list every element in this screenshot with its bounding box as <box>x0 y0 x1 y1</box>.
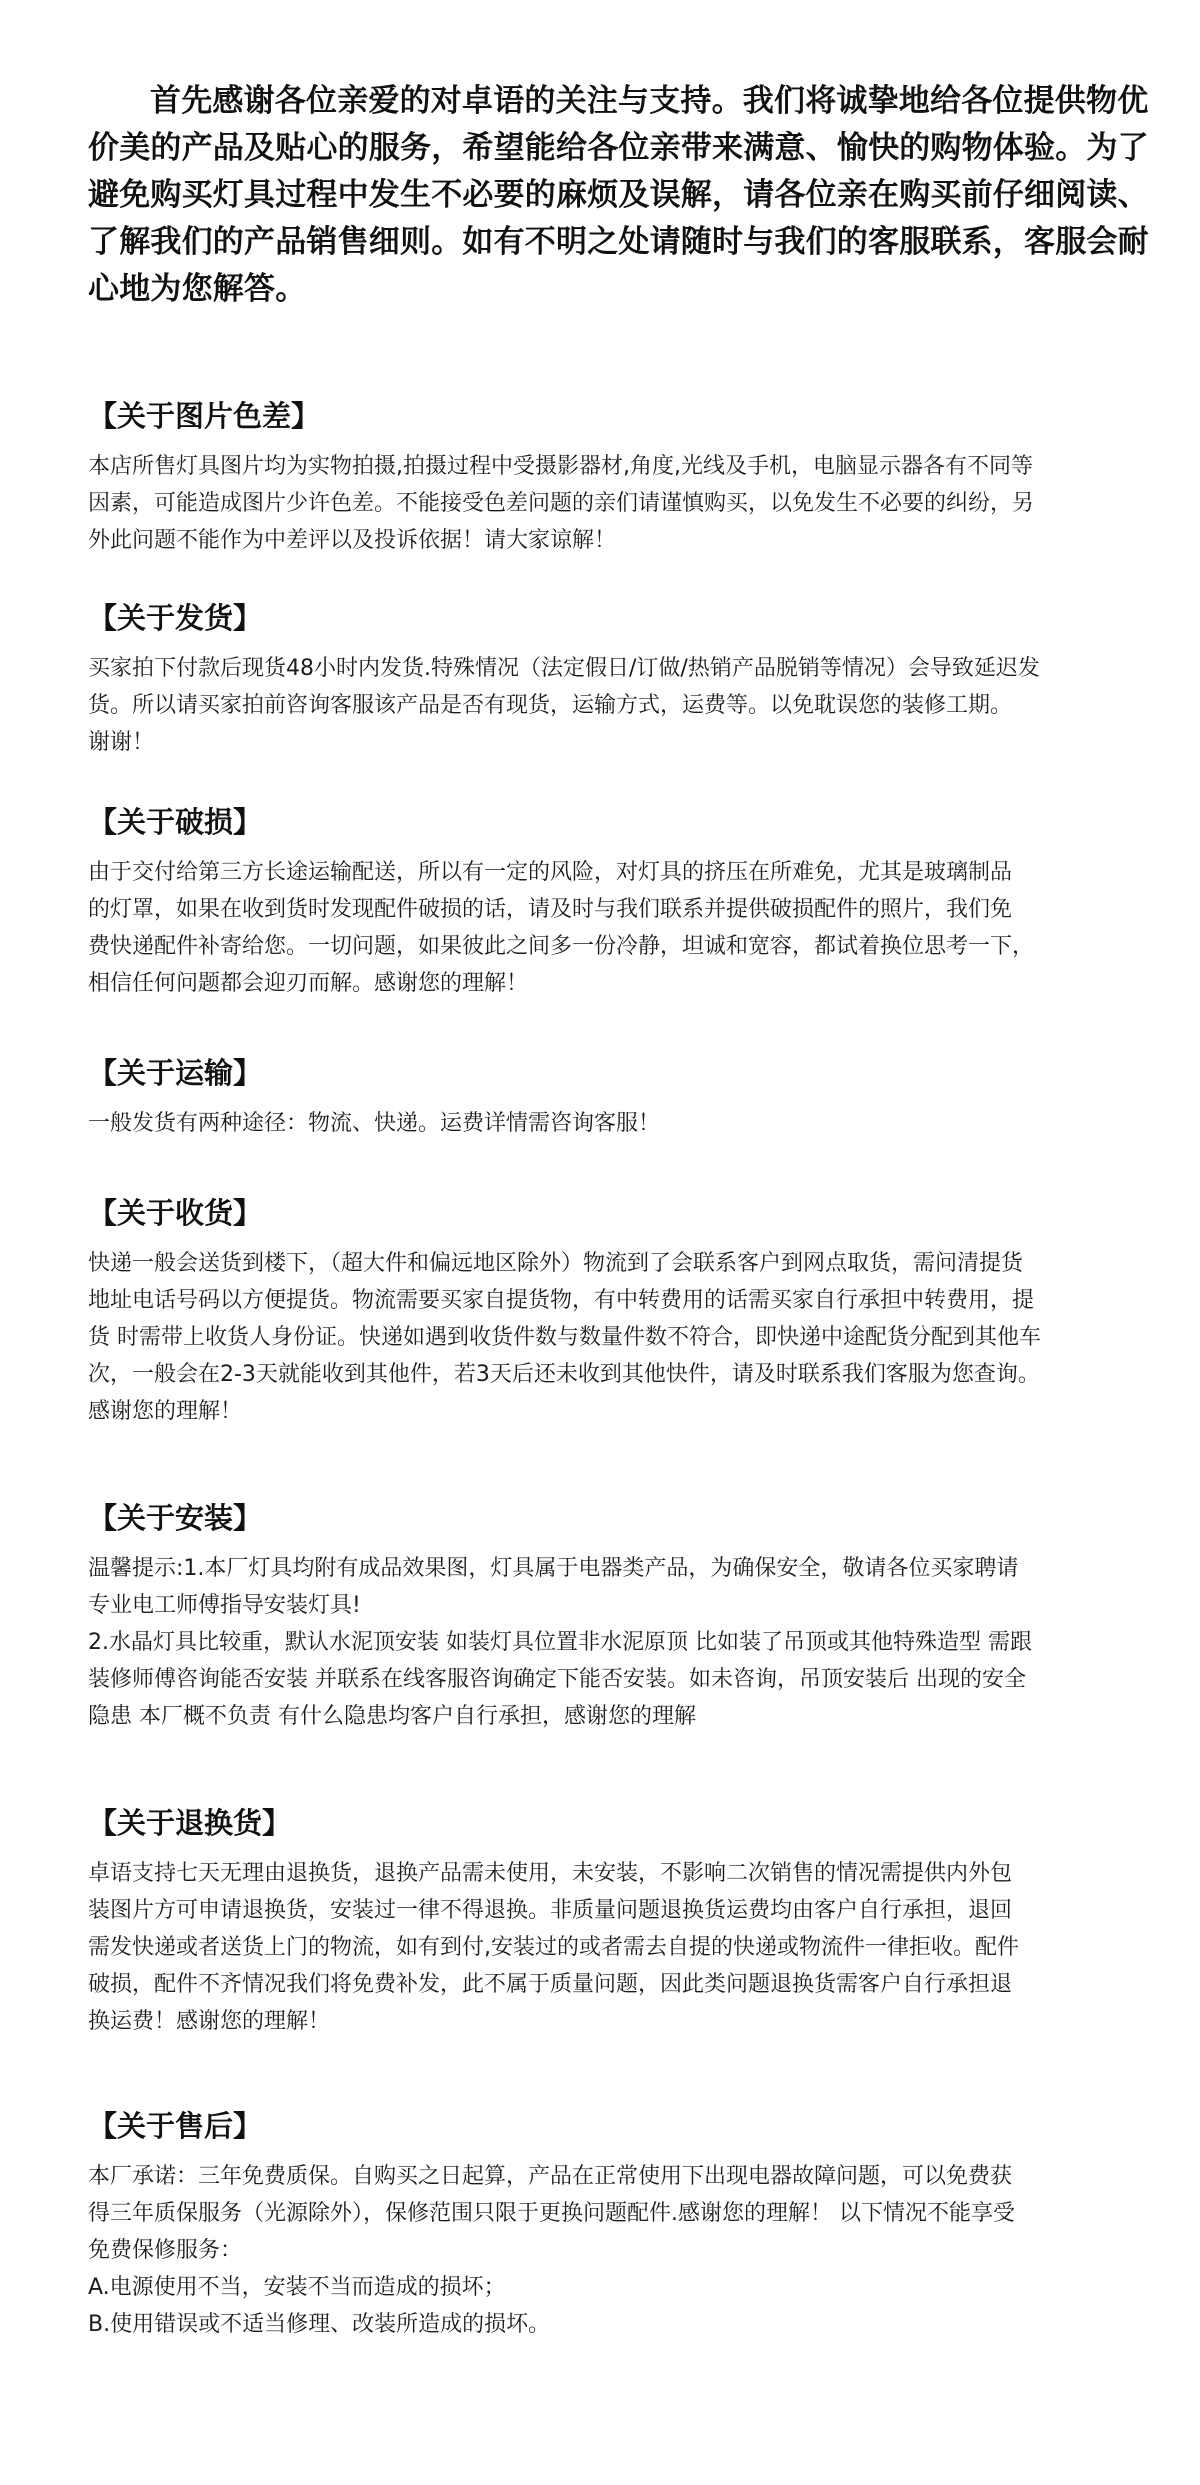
section-body <box>88 1245 1118 1430</box>
body-line: 地址电话号码以方便提货。物流需要买家自提货物，有中转费用的话需买家自行承担中转费用，提 <box>88 1288 1035 1313</box>
section-shipping <box>88 600 1118 761</box>
body-line: 本店所售灯具图片均为实物拍摄,拍摄过程中受摄影器材,角度,光线及手机，电脑显示器各有不同等 <box>88 454 1033 479</box>
section-title: 【关于退换货】 <box>88 1806 292 1840</box>
section-installation <box>88 1500 1118 1735</box>
intro-line: 避免购买灯具过程中发生不必要的麻烦及误解，请各位亲在购买前仔细阅读、 <box>88 177 1149 213</box>
body-line: 快递一般会送货到楼下，（超大件和偏远地区除外）物流到了会联系客户到网点取货，需问清提货 <box>88 1251 1024 1276</box>
body-line: 免费保修服务： <box>88 2238 243 2263</box>
body-line: 破损，配件不齐情况我们将免费补发，此不属于质量问题，因此类问题退换货需客户自行承担退 <box>88 1972 1013 1997</box>
section-title: 【关于收货】 <box>88 1196 263 1230</box>
section-title: 【关于安装】 <box>88 1501 263 1535</box>
body-line: 因素，可能造成图片少许色差。不能接受色差问题的亲们请谨慎购买，以免发生不必要的纠纷，另 <box>88 491 1035 516</box>
section-receiving <box>88 1195 1118 1430</box>
body-line: 温馨提示:1.本厂灯具均附有成品效果图，灯具属于电器类产品，为确保安全，敬请各位买家聘请 <box>88 1556 1019 1581</box>
body-line: 本厂承诺：三年免费质保。自购买之日起算，产品在正常使用下出现电器故障问题，可以免费获 <box>88 2164 1013 2189</box>
intro-line: 价美的产品及贴心的服务，希望能给各位亲带来满意、愉快的购物体验。为了 <box>88 130 1149 166</box>
section-title: 【关于运输】 <box>88 1056 263 1090</box>
body-line: 谢谢！ <box>88 730 155 755</box>
intro-line: 了解我们的产品销售细则。如有不明之处请随时与我们的客服联系，客服会耐 <box>88 224 1149 260</box>
section-after-sales <box>88 2108 1118 2343</box>
section-damage <box>88 804 1118 1002</box>
body-line: 费快递配件补寄给您。一切问题，如果彼此之间多一份冷静，坦诚和宽容，都试着换位思考一下， <box>88 934 1035 959</box>
section-body <box>88 1855 1118 2040</box>
section-title: 【关于发货】 <box>88 601 263 635</box>
body-line: B.使用错误或不适当修理、改装所造成的损坏。 <box>88 2312 551 2337</box>
section-body <box>88 448 1118 559</box>
body-line: 需发快递或者送货上门的物流，如有到付,安装过的或者需去自提的快递或物流件一律拒收。配件 <box>88 1935 1019 1960</box>
body-line: 得三年质保服务（光源除外），保修范围只限于更换问题配件.感谢您的理解！ 以下情况不能享受 <box>88 2201 1015 2226</box>
section-title: 【关于破损】 <box>88 805 263 839</box>
section-body <box>88 1550 1118 1735</box>
body-line: 装图片方可申请退换货，安装过一律不得退换。非质量问题退换货运费均由客户自行承担，退回 <box>88 1898 1013 1923</box>
body-line: 卓语支持七天无理由退换货，退换产品需未使用，未安装，不影响二次销售的情况需提供内外包 <box>88 1861 1013 1886</box>
section-title: 【关于图片色差】 <box>88 399 321 433</box>
section-transport <box>88 1055 1118 1142</box>
body-line: 的灯罩，如果在收到货时发现配件破损的话，请及时与我们联系并提供破损配件的照片，我们免 <box>88 897 1013 922</box>
section-body <box>88 1105 1118 1142</box>
section-body <box>88 650 1118 761</box>
section-returns <box>88 1805 1118 2040</box>
body-line: 专业电工师傅指导安装灯具! <box>88 1593 361 1618</box>
section-title: 【关于售后】 <box>88 2109 263 2143</box>
body-line: 由于交付给第三方长途运输配送，所以有一定的风险，对灯具的挤压在所难免，尤其是玻璃制品 <box>88 860 1013 885</box>
section-body <box>88 854 1118 1002</box>
body-line: 隐患 本厂概不负责 有什么隐患均客户自行承担，感谢您的理解 <box>88 1704 696 1729</box>
body-line: 次，一般会在2-3天就能收到其他件，若3天后还未收到其他快件，请及时联系我们客服为您查询。 <box>88 1362 1040 1387</box>
intro-line: 首先感谢各位亲爱的对卓语的关注与支持。我们将诚挚地给各位提供物优 <box>150 83 1149 119</box>
intro-paragraph <box>88 78 1149 313</box>
body-line: 感谢您的理解！ <box>88 1399 243 1424</box>
body-line: 货 时需带上收货人身份证。快递如遇到收货件数与数量件数不符合，即快递中途配货分配到其他车 <box>88 1325 1041 1350</box>
body-line: A.电源使用不当，安装不当而造成的损坏； <box>88 2275 506 2300</box>
body-line: 货。所以请买家拍前咨询客服该产品是否有现货，运输方式，运费等。以免耽误您的装修工期。 <box>88 693 1013 718</box>
body-line: 外此问题不能作为中差评以及投诉依据！请大家谅解！ <box>88 528 617 553</box>
body-line: 买家拍下付款后现货48小时内发货.特殊情况（法定假日/订做/热销产品脱销等情况）会导致延迟发 <box>88 656 1040 681</box>
section-body <box>88 2158 1118 2343</box>
body-line: 相信任何问题都会迎刃而解。感谢您的理解！ <box>88 971 529 996</box>
body-line: 装修师傅咨询能否安装 并联系在线客服咨询确定下能否安装。如未咨询，吊顶安装后 出现的安全 <box>88 1667 1026 1692</box>
body-line: 2.水晶灯具比较重，默认水泥顶安装 如装灯具位置非水泥原顶 比如装了吊顶或其他特殊造型 需跟 <box>88 1630 1032 1655</box>
section-color-difference <box>88 398 1118 559</box>
body-line: 换运费！感谢您的理解！ <box>88 2009 331 2034</box>
intro-line: 心地为您解答。 <box>88 271 307 307</box>
body-line: 一般发货有两种途径：物流、快递。运费详情需咨询客服！ <box>88 1111 661 1136</box>
